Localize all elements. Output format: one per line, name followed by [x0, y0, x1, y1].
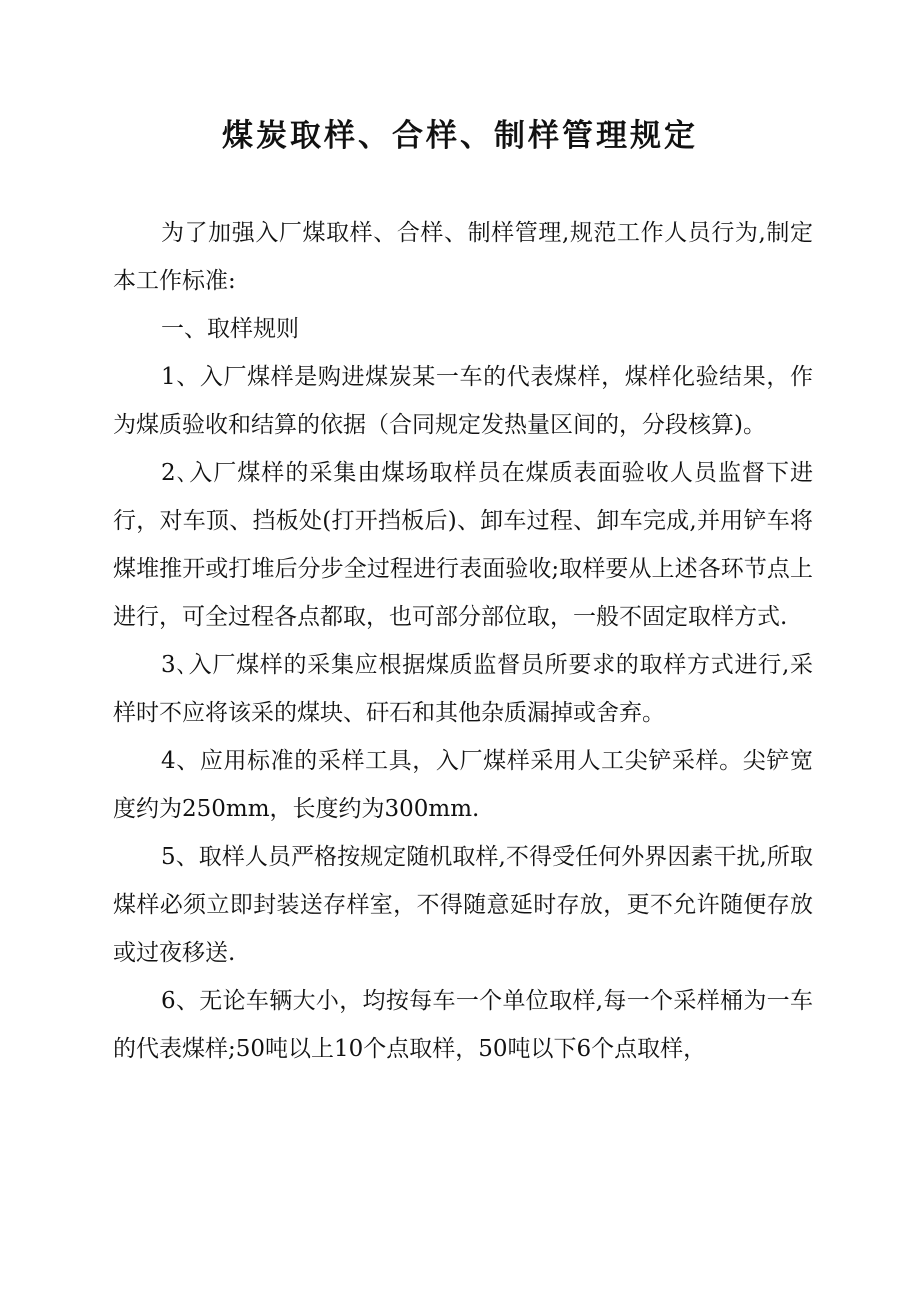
paragraph-rule-4: 4、应用标准的采样工具，入厂煤样采用人工尖铲采样。尖铲宽度约为250mm，长度约为300mm.: [113, 748, 813, 822]
paragraph-rule-2: 2､入厂煤样的采集由煤场取样员在煤质表面验收人员监督下进行，对车顶、挡板处(打开挡板后)、卸车过程、卸车完成,并用铲车将煤堆推开或打堆后分步全过程进行表面验收;取样要从上述各环节点上进行，可全过程各点都取，也可部分部位取，一般不固定取样方式.: [113, 460, 813, 630]
document-title: 煤炭取样、合样、制样管理规定: [222, 118, 698, 154]
document-body: [113, 209, 813, 1073]
section-heading-sampling-rules: 一、取样规则: [161, 316, 299, 342]
paragraph-rule-5: 5、取样人员严格按规定随机取样,不得受任何外界因素干扰,所取煤样必须立即封装送存样室，不得随意延时存放，更不允许随便存放或过夜移送.: [113, 844, 813, 966]
paragraph-intro: 为了加强入厂煤取样、合样、制样管理,规范工作人员行为,制定本工作标准:: [113, 220, 813, 294]
paragraph-rule-6: 6、无论车辆大小，均按每车一个单位取样,每一个采样桶为一车的代表煤样;50吨以上10个点取样，50吨以下6个点取样，: [113, 988, 813, 1062]
paragraph-rule-3: 3､入厂煤样的采集应根据煤质监督员所要求的取样方式进行,采样时不应将该采的煤块、矸石和其他杂质漏掉或舍弃。: [113, 652, 813, 726]
paragraph-rule-1: 1、入厂煤样是购进煤炭某一车的代表煤样，煤样化验结果，作为煤质验收和结算的依据（合同规定发热量区间的，分段核算)。: [113, 364, 813, 438]
